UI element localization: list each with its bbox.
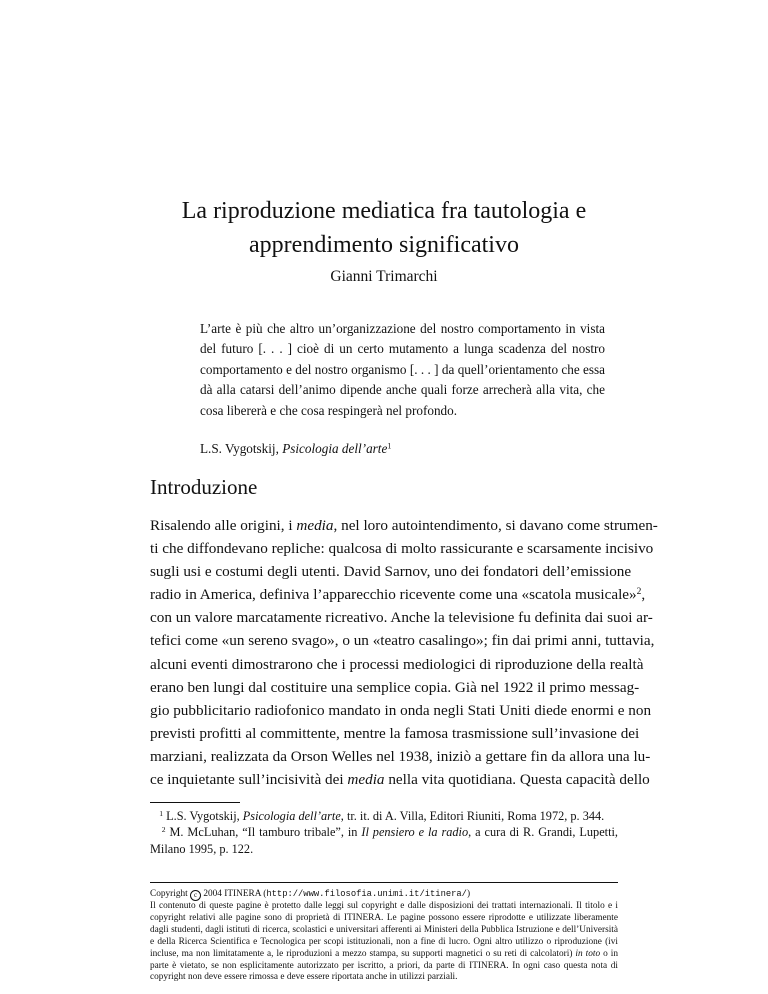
body-text-run: gio pubblicitario radiofonico mandato in onda negli Stati Uniti diede enormi e non [150,701,652,719]
body-text-run: con un valore marcatamente ricreativo. Anche la televisione fu definita dai suoi ar- [150,609,653,627]
footnote-ref-1[interactable]: 1 [387,441,392,451]
body-line [150,514,658,537]
footnote-ref-2[interactable]: 2 [636,587,642,598]
epigraph-author: L.S. Vygotskij, [200,441,283,456]
epigraph-text: L’arte è più che altro un’organizzazione del nostro comportamento in vista del futuro [. . . ] cioè di un certo mutamento a lunga scadenza del nostro comportamento e del nostro organismo [. . . ] da quell’orientamento che essa dà alla catarsi dell’animo dipende anche quali forze arrecherà alla vita, che cosa libererà e che cosa respingerà nel profondo. [200,321,605,418]
body-text-run: Risalendo alle origini, i [150,517,297,534]
body-text-run: ce inquietante sull’incisività dei [150,771,348,789]
body-text-run: previsti profitti al committente, mentre la famosa trasmissione sull’invasione dei [150,724,640,742]
paper-title [0,194,768,262]
body-line [150,768,650,791]
body-line [150,583,646,606]
itinera-url-link[interactable]: http://www.filosofia.unimi.it/itinera/ [266,889,467,899]
footnote-mark-1: 1 [159,808,164,818]
body-text-run: , [641,586,646,604]
footnote-1 [150,808,618,825]
body-italic-run: media [296,517,334,534]
body-line [150,606,653,629]
footnote-1-pre: L.S. Vygotskij, [163,809,243,823]
body-paragraph [150,514,658,791]
body-text-run: erano ben lungi dal costituire una semplice copia. Già nel 1922 il primo messag- [150,678,640,696]
body-line [150,537,654,560]
author-name: Gianni Trimarchi [330,268,438,285]
copyright-rule [150,882,618,883]
body-text-run: , nel loro autointendimento, si davano come strumen- [333,517,658,534]
copyright-symbol: c [190,890,201,901]
footnote-2 [150,824,618,857]
footnote-1-post: , tr. it. di A. Villa, Editori Riuniti, Roma 1972, p. 344. [340,809,605,823]
copyright-close: ) [466,889,471,899]
copyright-lead: Copyright [150,889,191,899]
body-line [150,745,651,768]
title-line-1: La riproduzione mediatica fra tautologia e [181,198,587,224]
copyright-text-italic: in toto [575,948,601,959]
copyright-text-a: Il contenuto di queste pagine è protetto dalle leggi sul copyright e dalle disposizioni dei trattati internazionali. Il titolo e i copyright relativi alle pagine sono di proprietà di ITINERA. Le pagine possono essere riprodotte e utilizzate liberamente dagli studenti, dagli istituti di ricerca, scolastici e universitari afferenti ai Ministeri della Pubblica Istruzione e dell’Università e della Ricerca Scientifica e Tecnologica per scopi istituzionali, non a fine di lucro. Ogni altro utilizzo o riproduzione (ivi incluse, ma non limitatamente a, le riproduzioni a mezzo stampa, su supporti magnetici o su reti di calcolatori) [150,901,618,959]
body-line [150,722,640,745]
epigraph-work-title: Psicologia dell’arte [282,441,388,456]
body-text-run: marziani, realizzata da Orson Welles nel 1938, iniziò a gettare fin da allora una lu- [150,747,651,765]
body-text-run: radio in America, definiva l’apparecchio ricevente come una «scatola musicale» [150,586,637,604]
epigraph-source [200,441,391,457]
copyright-notice [150,889,618,984]
footnote-2-title: Il pensiero e la radio [361,825,469,839]
footnote-2-pre: M. McLuhan, “Il tamburo tribale”, in [165,825,362,839]
footnote-mark-2: 2 [161,824,166,834]
body-line [150,560,632,583]
body-line [150,653,644,676]
footnote-rule [150,802,240,803]
body-text-run: nella vita quotidiana. Questa capacità dello [384,771,650,789]
body-text-run: sugli usi e costumi degli utenti. David Sarnov, uno dei fondatori dell’emissione [150,563,632,581]
body-text-run: tefici come «un sereno svago», o un «teatro casalingo»; fin dai primi anni, tuttavia, [150,632,655,650]
copyright-year-org: 2004 ITINERA ( [201,889,267,899]
copyright-text-b: o in parte è vietato, se non esplicitamente autorizzato per iscritto, a priori, da parte di ITINERA. In ogni caso questa nota di copyright non deve essere rimossa e deve essere riportata anche in utilizzi parziali. [150,948,618,983]
body-text-run: ti che diffondevano repliche: qualcosa di molto rassicurante e scarsamente incisivo [150,540,654,558]
body-line [150,699,652,722]
body-line [150,629,655,652]
body-text-run: alcuni eventi dimostrarono che i processi mediologici di riproduzione della realtà [150,655,644,673]
title-line-2: apprendimento significativo [249,232,519,258]
body-line [150,676,640,699]
footnote-1-title: Psicologia dell’arte [242,809,341,823]
body-italic-run: media [347,771,385,789]
section-heading: Introduzione [150,475,258,499]
footnote-2-post: , a cura di R. Grandi, Lupetti, Milano 1995, p. 122. [150,825,618,856]
